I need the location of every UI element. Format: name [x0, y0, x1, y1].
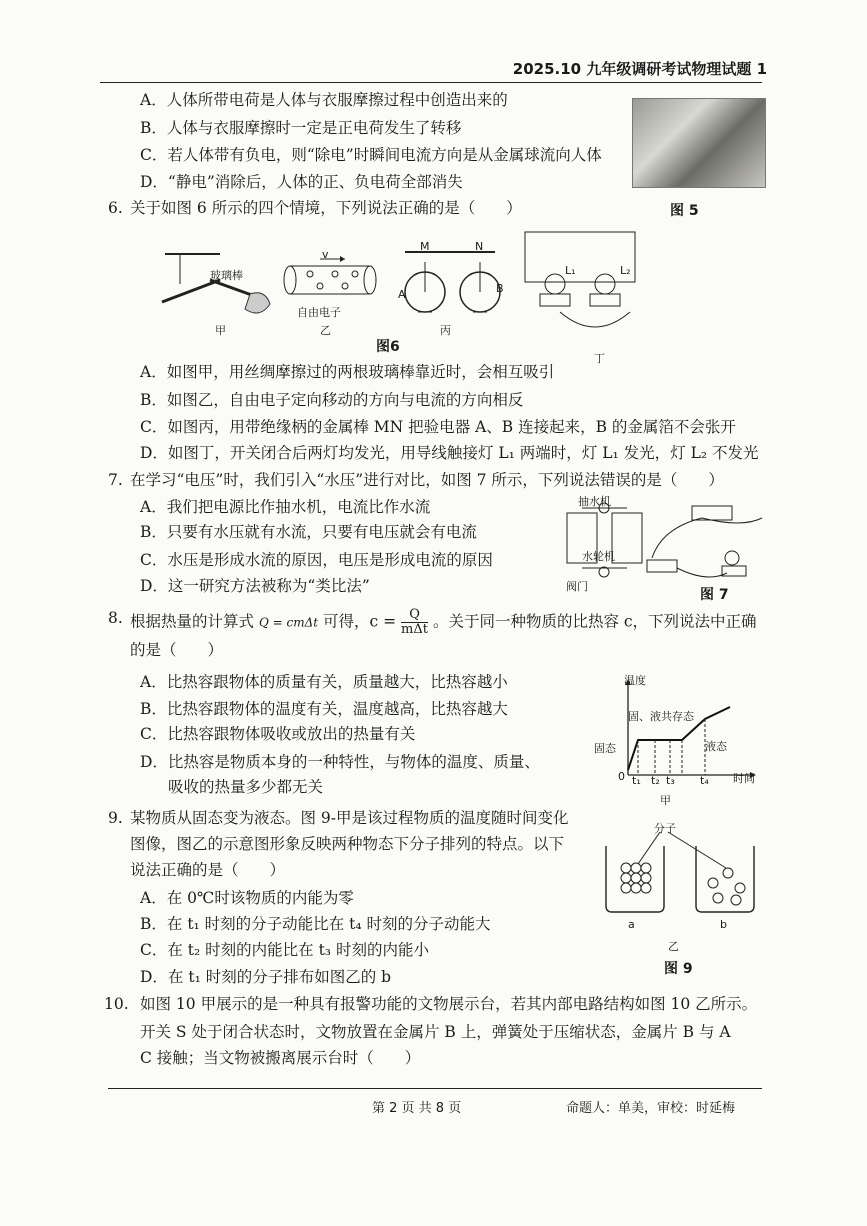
q9-option-d[interactable]: D．在 t₁ 时刻的分子排布如图乙的 b [140, 968, 392, 986]
fig6-A-label: A [398, 288, 406, 301]
q10-line-2: 开关 S 处于闭合状态时，文物放置在金属片 B 上，弹簧处于压缩状态，金属片 B 与 A [140, 1023, 731, 1041]
q8-stem-b: 可得，c = [323, 612, 397, 631]
fig9-solid-label: 固态 [594, 742, 616, 755]
q8-option-d[interactable]: D．比热容是物质本身的一种特性，与物体的温度、质量、 [140, 753, 540, 771]
fig9-origin: 0 [618, 770, 625, 783]
fig6-N-label: N [475, 240, 484, 253]
figure-5-photo [632, 98, 766, 188]
q6-option-b[interactable]: B．如图乙，自由电子定向移动的方向与电流的方向相反 [140, 391, 524, 409]
q8-formula: Q = cmΔt [258, 615, 319, 630]
q9-stem-1: 某物质从固态变为液态。图 9-甲是该过程物质的温度随时间变化 [130, 809, 569, 827]
q9-option-a[interactable]: A．在 0℃时该物质的内能为零 [140, 889, 354, 907]
q8-stem-a: 根据热量的计算式 [130, 612, 255, 631]
fig6-v-label: v [322, 248, 329, 261]
fig9-beaker-a: a [628, 918, 635, 931]
fig9-mix-label: 固、液共存态 [628, 710, 694, 723]
q6-number: 6. [108, 199, 123, 217]
q6-option-d[interactable]: D．如图丁，开关闭合后两灯均发光，用导线触接灯 L₁ 两端时，灯 L₁ 发光，灯 L₂ 不发光 [140, 444, 759, 462]
fig6-L2-label: L₂ [620, 264, 631, 277]
fig9-ylabel: 温度 [624, 674, 646, 687]
q5-option-d[interactable]: D．“静电”消除后，人体的正、负电荷全部消失 [140, 173, 463, 191]
q5-option-a[interactable]: A．人体所带电荷是人体与衣服摩擦过程中创造出来的 [140, 91, 508, 109]
figure-5-caption: 图 5 [670, 203, 699, 219]
fig6-ding-label: 丁 [594, 352, 605, 365]
q10-line-3: C 接触；当文物被搬离展示台时（ ） [140, 1049, 421, 1067]
q7-option-a[interactable]: A．我们把电源比作抽水机，电流比作水流 [140, 498, 431, 516]
fig6-L1-label: L₁ [565, 264, 576, 277]
q8-number: 8. [108, 609, 123, 627]
figure-9-caption: 图 9 [664, 961, 693, 977]
fig9-tick-t2: t₂ [651, 774, 660, 787]
fig7-turbine-label: 水轮机 [582, 550, 615, 563]
q7-option-b[interactable]: B．只要有水压就有水流，只要有电压就会有电流 [140, 523, 477, 541]
fig6-yi-label: 乙 [320, 324, 331, 337]
fig9-tick-t4: t₄ [700, 774, 709, 787]
q9-stem-2: 图像，图乙的示意图形象反映两种物态下分子排列的特点。以下 [130, 835, 565, 853]
figure-9-beakers [598, 828, 768, 918]
q7-stem: 在学习“电压”时，我们引入“水压”进行对比，如图 7 所示，下列说法错误的是（ ） [130, 471, 724, 489]
q7-option-d[interactable]: D．这一研究方法被称为“类比法” [140, 577, 370, 595]
exam-header-title: 2025.10 九年级调研考试物理试题 1 [512, 60, 767, 78]
q8-stem-c: 。关于同一种物质的比热容 c，下列说法中正确 [432, 612, 757, 631]
fig6-jia-label: 甲 [215, 324, 226, 337]
header-rule [100, 82, 762, 83]
q6-option-a[interactable]: A．如图甲，用丝绸摩擦过的两根玻璃棒靠近时，会相互吸引 [140, 363, 555, 381]
q8-stem-d: 的是（ ） [130, 641, 224, 659]
fig9-liquid-label: 液态 [705, 740, 727, 753]
q8-option-a[interactable]: A．比热容跟物体的质量有关，质量越大，比热容越小 [140, 673, 508, 691]
q10-number: 10. [104, 995, 129, 1013]
q6-option-c[interactable]: C．如图丙，用带绝缘柄的金属棒 MN 把验电器 A、B 连接起来，B 的金属箔不会张开 [140, 418, 736, 436]
q5-option-b[interactable]: B．人体与衣服摩擦时一定是正电荷发生了转移 [140, 119, 462, 137]
figure-6-caption: 图6 [376, 339, 400, 355]
q9-number: 9. [108, 809, 123, 827]
q9-option-b[interactable]: B．在 t₁ 时刻的分子动能比在 t₄ 时刻的分子动能大 [140, 915, 491, 933]
q8-frac-den: mΔt [401, 622, 428, 637]
fig6-electron-label: 自由电子 [297, 306, 341, 319]
q8-option-c[interactable]: C．比热容跟物体吸收或放出的热量有关 [140, 725, 416, 743]
fig6-M-label: M [420, 240, 430, 253]
fig6-bing-label: 丙 [440, 324, 451, 337]
q8-option-d-cont: 吸收的热量多少都无关 [168, 778, 324, 796]
q8-fraction [401, 608, 428, 637]
q7-number: 7. [108, 471, 123, 489]
q9-option-c[interactable]: C．在 t₂ 时刻的内能比在 t₃ 时刻的内能小 [140, 941, 429, 959]
page-number: 第 2 页 共 8 页 [372, 1101, 462, 1116]
fig9-yi-caption: 乙 [668, 940, 679, 953]
footer-authors: 命题人：单美，审校：时延梅 [566, 1101, 736, 1116]
q10-line-1: 如图 10 甲展示的是一种具有报警功能的文物展示台，若其内部电路结构如图 10 乙所示。 [140, 995, 758, 1013]
q5-option-c[interactable]: C．若人体带有负电，则“除电”时瞬间电流方向是从金属球流向人体 [140, 146, 602, 164]
fig9-jia-caption: 甲 [660, 794, 671, 807]
q9-stem-3: 说法正确的是（ ） [130, 861, 286, 879]
figure-7-caption: 图 7 [700, 587, 729, 603]
q8-stem [130, 608, 757, 637]
q8-option-b[interactable]: B．比热容跟物体的温度有关，温度越高，比热容越大 [140, 700, 508, 718]
fig6-rod-label: 玻璃棒 [210, 269, 243, 282]
fig7-valve-label: 阀门 [566, 580, 588, 593]
q6-stem: 关于如图 6 所示的四个情境，下列说法正确的是（ ） [130, 199, 522, 217]
q8-frac-num: Q [401, 608, 428, 623]
figure-7-illustration [562, 498, 772, 590]
footer-rule [108, 1088, 762, 1089]
q7-option-c[interactable]: C．水压是形成水流的原因，电压是形成电流的原因 [140, 551, 493, 569]
fig9-xlabel: 时间 [733, 772, 755, 785]
fig9-tick-t3: t₃ [666, 774, 675, 787]
fig9-tick-t1: t₁ [632, 774, 641, 787]
fig6-B-label: B [496, 282, 504, 295]
fig9-beaker-b: b [720, 918, 727, 931]
fig7-pump-label: 抽水机 [578, 495, 611, 508]
fig9-molecule-label: 分子 [654, 822, 676, 835]
